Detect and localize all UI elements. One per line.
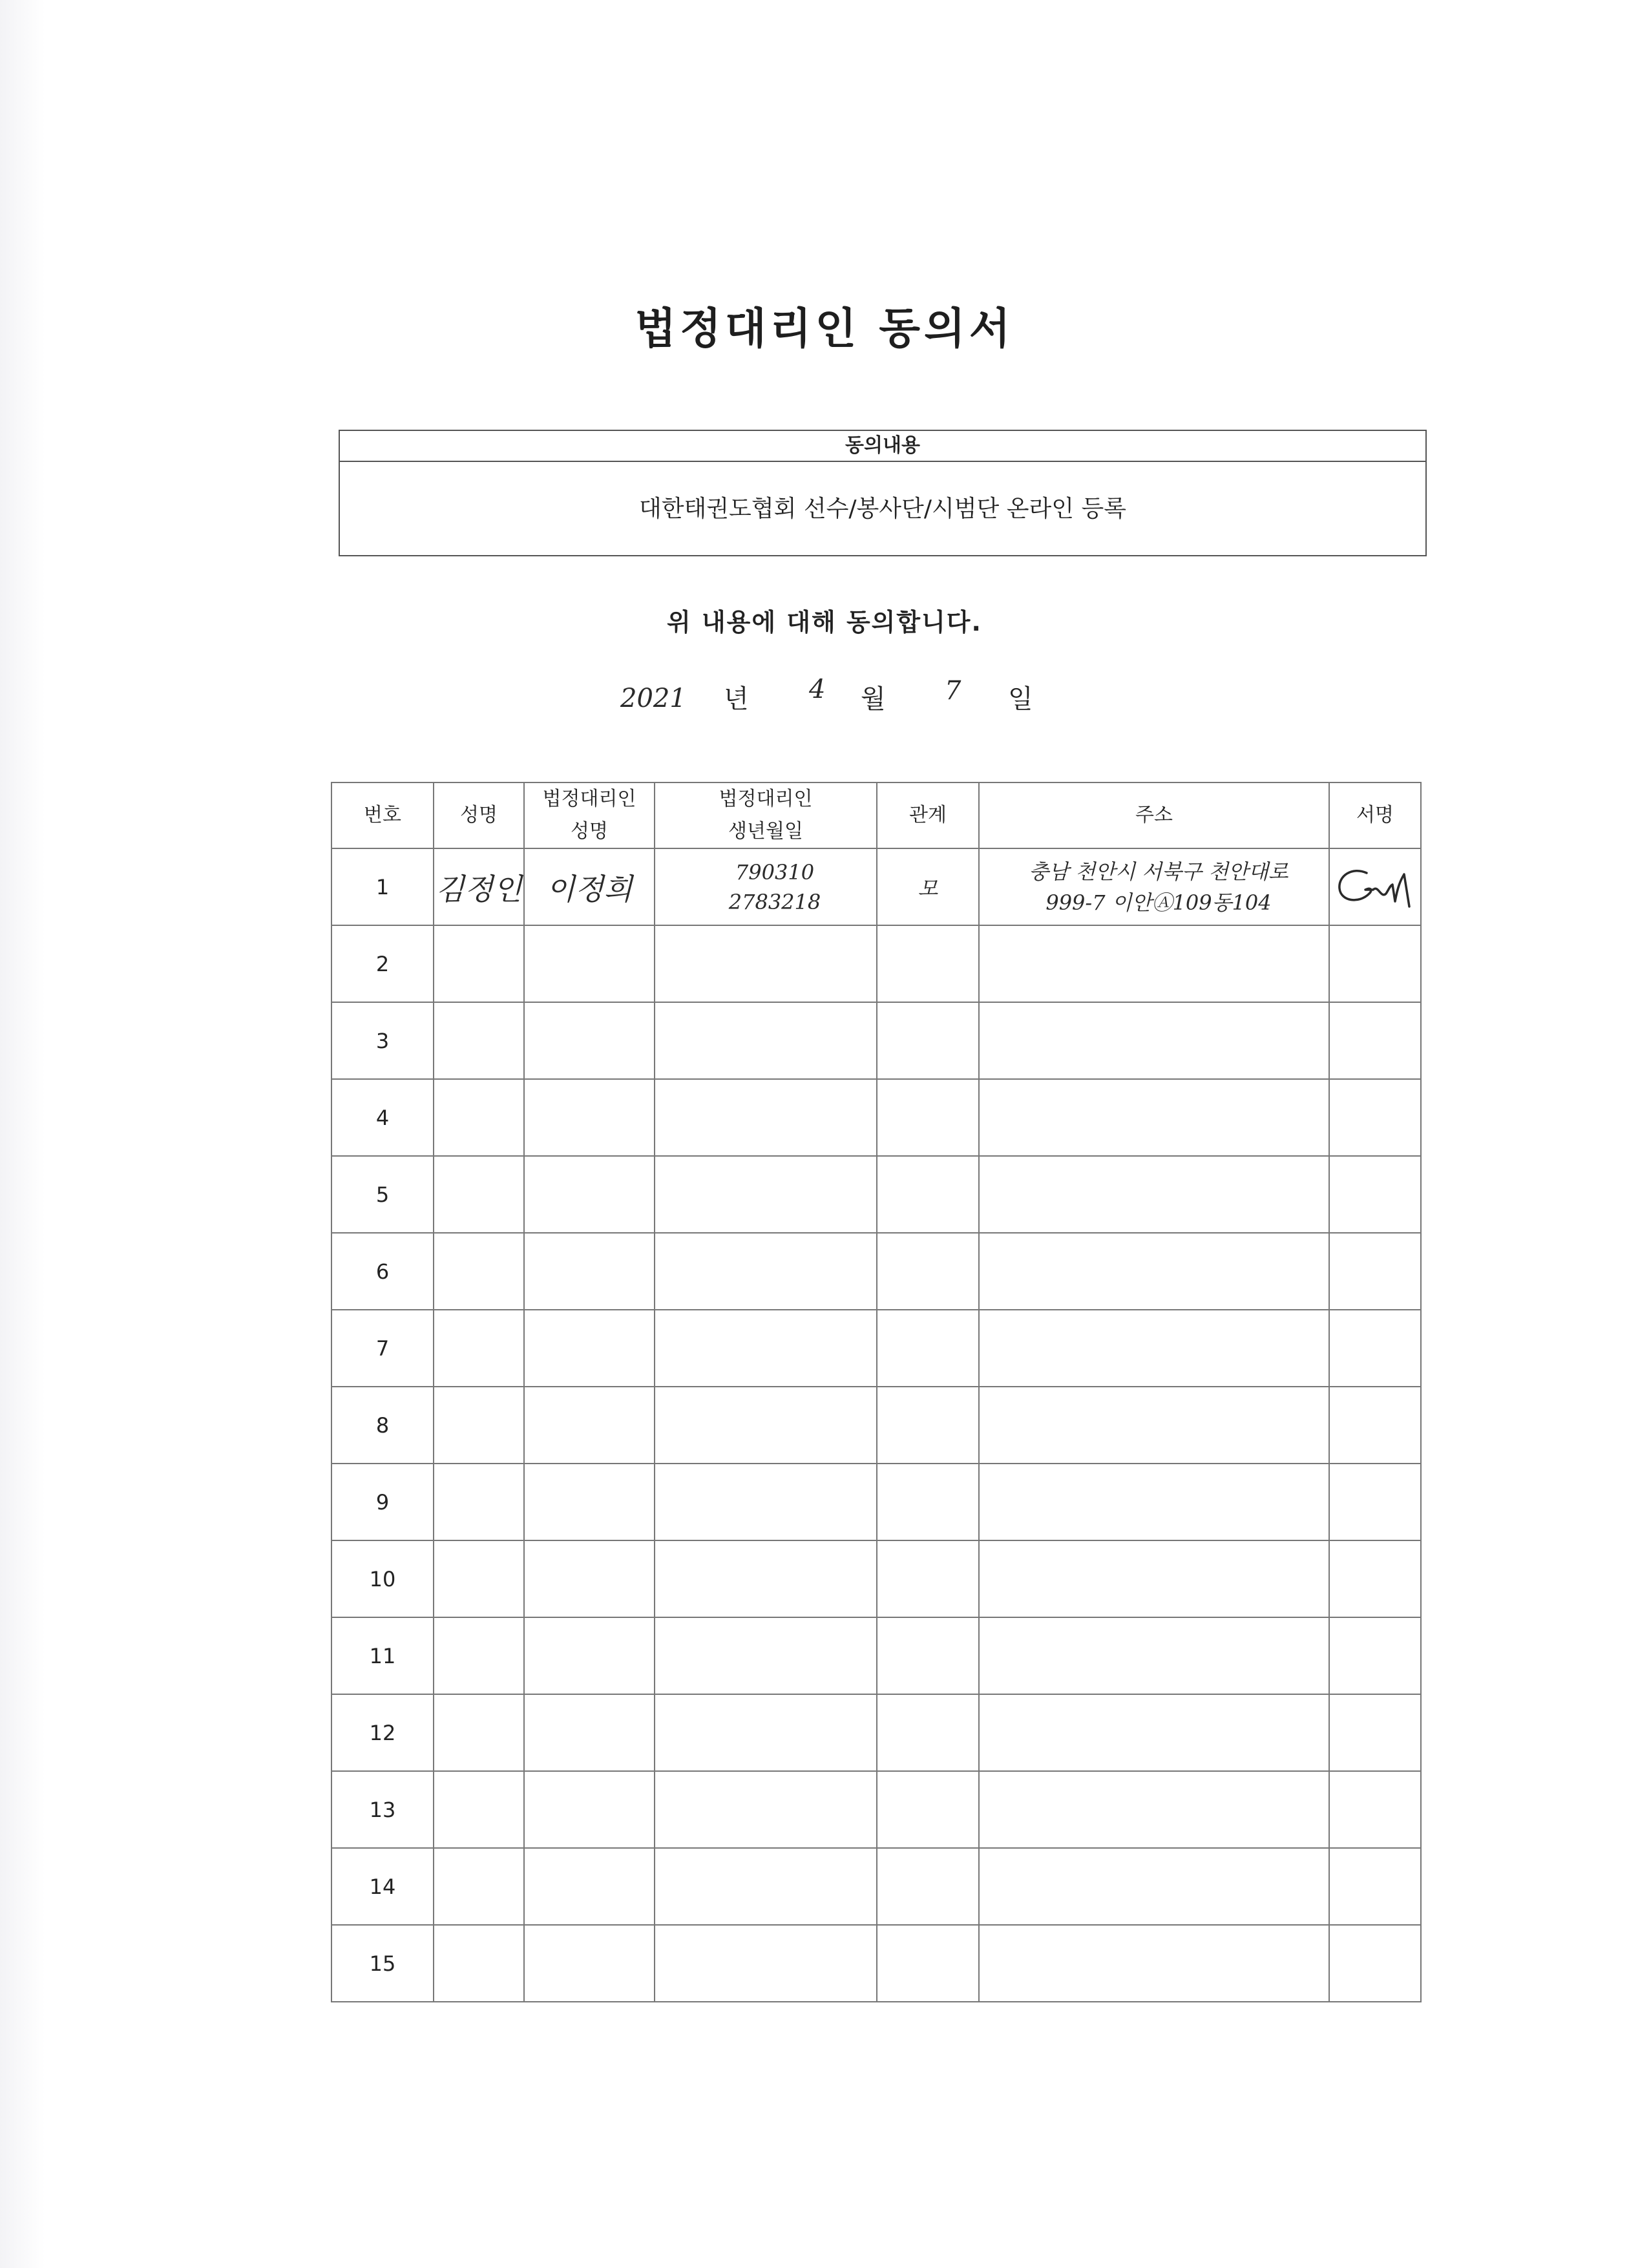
row-number: 7 [331, 1310, 434, 1387]
student-name: 김정인 [434, 848, 524, 925]
row-number: 6 [331, 1233, 434, 1310]
table-row [331, 1079, 1421, 1156]
table-row [331, 1771, 1421, 1848]
table-row [331, 1233, 1421, 1310]
consent-body: 대한태권도협회 선수/봉사단/시범단 온라인 등록 [638, 496, 1127, 522]
header-guardian-birth-line1: 법정대리인 [719, 788, 813, 810]
guardian-name: 이정희 [524, 848, 655, 925]
agreement-statement: 위 내용에 대해 동의합니다. [667, 608, 982, 636]
table-header-row [331, 782, 1421, 848]
row-number: 12 [331, 1694, 434, 1771]
address [979, 848, 1329, 925]
address-line2: 999-7 이안Ⓐ109동104 [1045, 890, 1272, 915]
address-line1: 충남 천안시 서북구 천안대로 [1029, 859, 1288, 884]
header-number: 번호 [331, 782, 434, 848]
table-row [331, 1925, 1421, 2002]
header-guardian-name [524, 782, 655, 848]
row-number: 8 [331, 1387, 434, 1464]
table-row [331, 1694, 1421, 1771]
table-row [331, 1540, 1421, 1617]
table-row [331, 1848, 1421, 1925]
row-number: 11 [331, 1617, 434, 1694]
guardian-birth-line1: 790310 [735, 859, 815, 885]
consent-header: 동의내용 [340, 431, 1425, 462]
header-name: 성명 [434, 782, 524, 848]
signature-cell [1329, 848, 1421, 925]
header-guardian-name-line2: 성명 [571, 820, 608, 843]
date-line [620, 675, 1073, 730]
table-row [331, 1156, 1421, 1233]
handwritten-signature [1333, 861, 1417, 913]
table-row [331, 1387, 1421, 1464]
table-row [331, 1464, 1421, 1540]
row-number: 4 [331, 1079, 434, 1156]
date-day-unit: 일 [1008, 684, 1033, 714]
date-year: 2021 [620, 684, 686, 713]
guardian-birth [655, 848, 877, 925]
header-address: 주소 [979, 782, 1329, 848]
table-row [331, 848, 1421, 925]
table-row [331, 1002, 1421, 1079]
document-title: 법정대리인 동의서 [635, 304, 1014, 353]
row-number: 15 [331, 1925, 434, 2002]
guardian-registration-table [331, 782, 1422, 2002]
table-row [331, 1617, 1421, 1694]
row-number: 13 [331, 1771, 434, 1848]
date-month: 4 [809, 675, 826, 704]
relation: 모 [877, 848, 979, 925]
date-day: 7 [945, 676, 961, 706]
row-number: 1 [331, 848, 434, 925]
header-guardian-name-line1: 법정대리인 [542, 788, 636, 810]
guardian-birth-line2: 2783218 [728, 889, 821, 914]
header-relation: 관계 [877, 782, 979, 848]
row-number: 3 [331, 1002, 434, 1079]
table-row [331, 925, 1421, 1002]
date-month-unit: 월 [861, 684, 886, 714]
header-guardian-birth [655, 782, 877, 848]
row-number: 2 [331, 925, 434, 1002]
consent-box [339, 430, 1427, 556]
header-signature: 서명 [1329, 782, 1421, 848]
row-number: 10 [331, 1540, 434, 1617]
header-guardian-birth-line2: 생년월일 [728, 820, 803, 843]
row-number: 5 [331, 1156, 434, 1233]
table-row [331, 1310, 1421, 1387]
row-number: 9 [331, 1464, 434, 1540]
row-number: 14 [331, 1848, 434, 1925]
date-year-unit: 년 [724, 684, 749, 714]
